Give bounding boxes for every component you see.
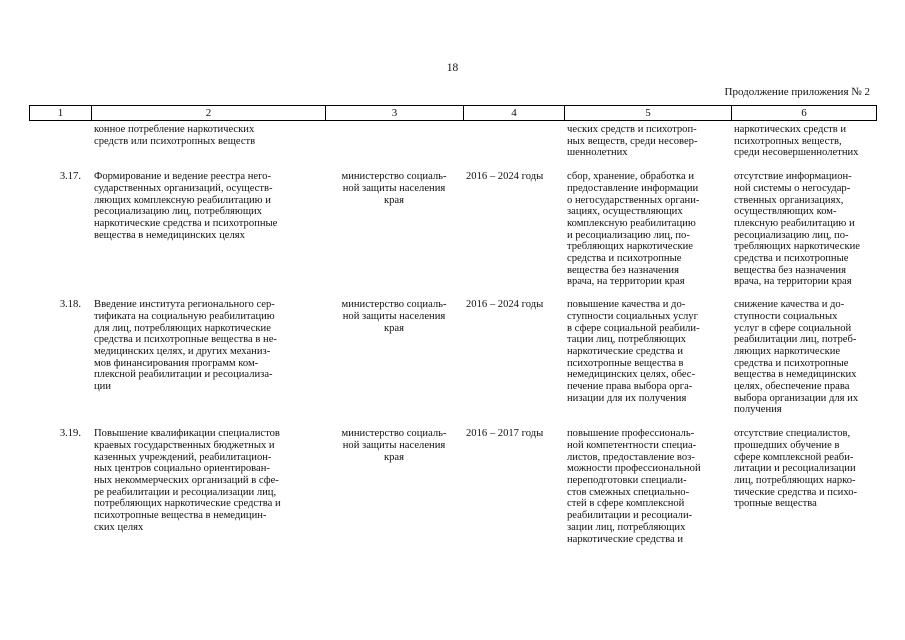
table-row <box>29 171 876 299</box>
indicator-text: отсутствие специалистов, прошедших обучение в сфере комплексной реаби- литации и ресоциализации лиц, потребляющих нарко- тические средства и психо- тропные вещества <box>734 428 858 510</box>
period-text <box>463 123 564 171</box>
measure-text: Формирование и ведение реестра него- сударственных организаций, осуществ- ляющих комплексную реабилитацию и ресоциализацию лиц, потребляющих наркотические средства и психотропные вещества в немедицинских целях <box>94 171 278 241</box>
row-number: 3.19. <box>59 428 81 440</box>
indicator-text: снижение качества и до- ступности социальных услуг в сфере социальной реабилитации лиц, потреб- ляющих наркотические средства и психотропные вещества в немедицинских целях, обеспечение права выбора организации для их получения <box>734 299 859 416</box>
column-header-3: 3 <box>326 106 464 121</box>
measure-text: Повышение квалификации специалистов краевых государственных бюджетных и казенных учреждений, реабилитацион- ных центров социально ориентирован- ных некоммерческих организаций в сфе- ре реабилитации и ресоциализации лиц, потребляющих наркотические средства и психотропные вещества в немедицин- ских целях <box>94 428 281 533</box>
result-text: сбор, хранение, обработка и предоставление информации о негосударственных органи- зациях, осуществляющих комплексную реабилитацию и ресоциализацию лиц, по- требляющих наркотические средства и психотропные вещества без назначения врача, на территории края <box>567 171 700 288</box>
executor-text <box>325 123 463 171</box>
result-text: повышение качества и до- ступности социальных услуг в сфере социальной реабили- тации лиц, потребляющих наркотические средства и психотропные вещества в немедицинских целях, обес- печение права выбора орга- низации для их получения <box>567 299 700 404</box>
period-text: 2016 – 2024 годы <box>466 299 544 311</box>
table-row <box>29 123 876 171</box>
header-row <box>30 106 877 121</box>
executor-text: министерство социаль- ной защиты населения края <box>341 299 447 334</box>
measures-table <box>29 123 876 545</box>
table-row <box>29 428 876 545</box>
measure-text: конное потребление наркотических средств или психотропных веществ <box>94 124 256 147</box>
column-header-4: 4 <box>464 106 565 121</box>
column-number-header <box>29 105 877 121</box>
indicator-text: отсутствие информацион- ной системы о негосудар- ственных организациях, осуществляющих ком- плексную реабилитацию и ресоциализацию лиц, по- требляющих наркотические средства и психотропные вещества без назначения врача, на территории края <box>734 171 860 288</box>
column-header-2: 2 <box>92 106 326 121</box>
period-text: 2016 – 2024 годы <box>466 171 544 183</box>
executor-text: министерство социаль- ной защиты населения края <box>341 171 447 206</box>
column-header-5: 5 <box>565 106 732 121</box>
page-number: 18 <box>446 62 459 74</box>
row-number: 3.18. <box>59 299 81 311</box>
measure-text: Введение института регионального сер- тификата на социальную реабилитацию для лиц, потребляющих наркотические средства и психотропные вещества в не- медицинских целях, и других механиз- мов финансирования программ ком- плексной реабилитации и ресоциализа- ции <box>94 299 277 393</box>
column-header-6: 6 <box>732 106 877 121</box>
result-text: повышение профессиональ- ной компетентности специа- листов, предоставление воз- можности профессиональной переподготовки специали- стов смежных специально- стей в сфере комплексной реабилитации и ресоциали- зации лиц, потребляющих наркотические средства и <box>567 428 701 545</box>
column-header-1: 1 <box>30 106 92 121</box>
indicator-text: наркотических средств и психотропных веществ, среди несовершеннолетних <box>734 124 859 159</box>
row-number <box>29 123 91 171</box>
period-text: 2016 – 2017 годы <box>466 428 544 440</box>
result-text: ческих средств и психотроп- ных веществ, среди несовер- шеннолетних <box>567 124 698 159</box>
executor-text: министерство социаль- ной защиты населения края <box>341 428 447 463</box>
continuation-label: Продолжение приложения № 2 <box>724 86 870 98</box>
table-row <box>29 299 876 428</box>
row-number: 3.17. <box>59 171 81 183</box>
